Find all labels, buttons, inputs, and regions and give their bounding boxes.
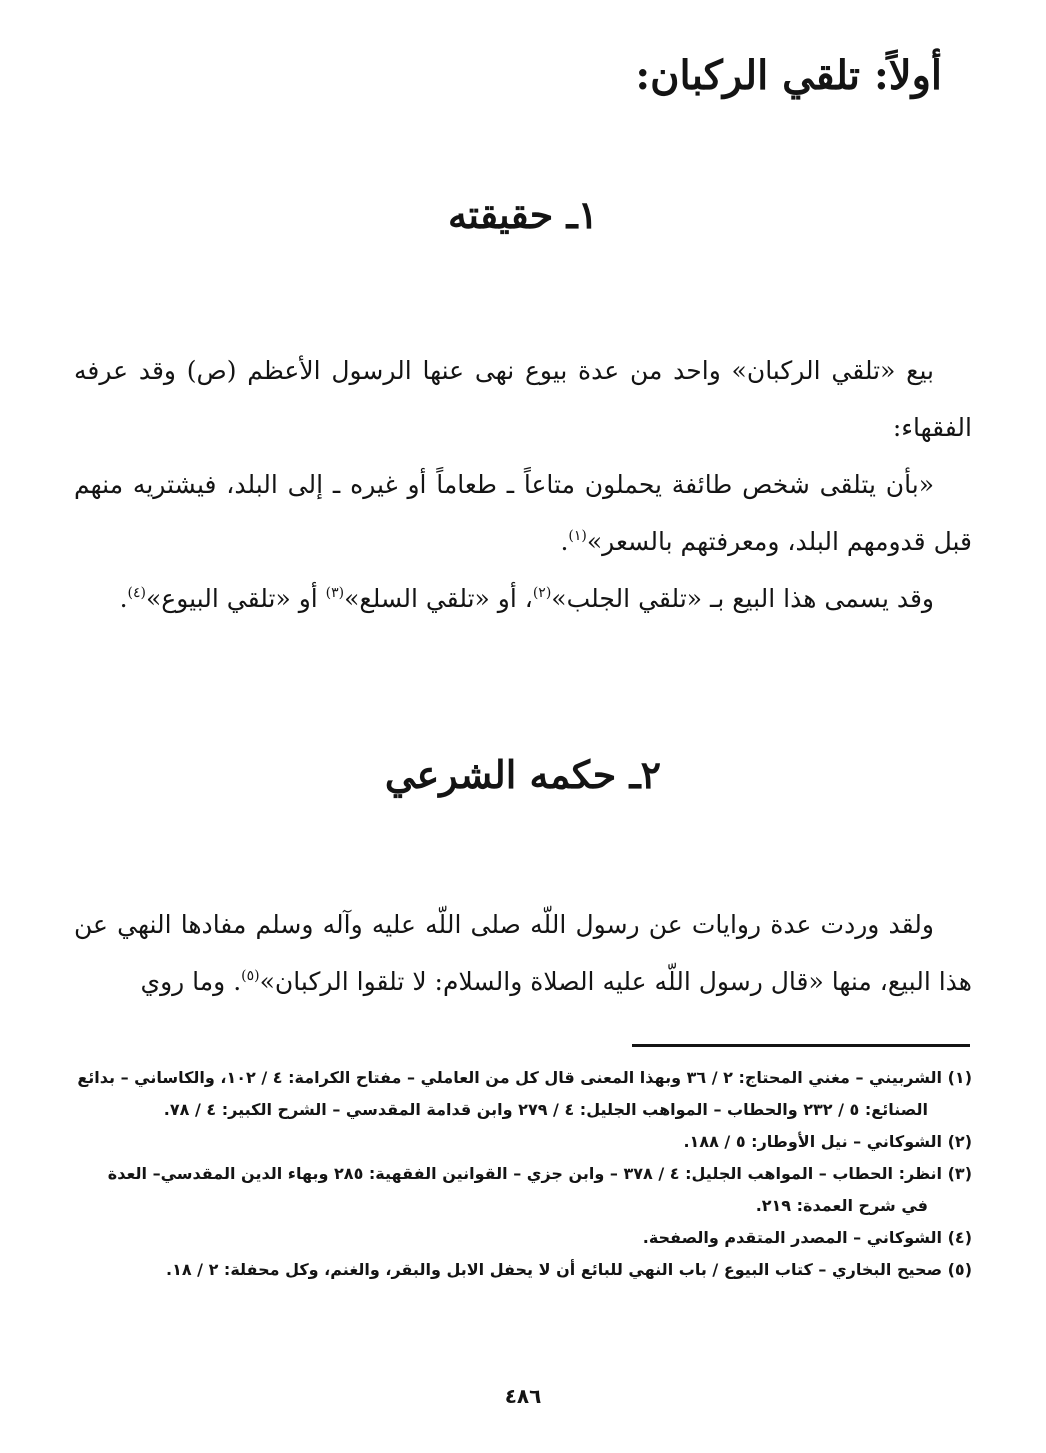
section-heading-ruling: ٢ـ حكمه الشرعي — [384, 752, 662, 797]
footnote-ref[interactable]: (١) — [568, 528, 587, 544]
footnotes-list — [76, 1062, 972, 1286]
paragraph — [74, 342, 972, 456]
paragraph-text: . — [119, 584, 128, 613]
paragraph-text: وقد يسمى هذا البيع بـ «تلقي الجلب» — [551, 584, 934, 613]
definition-body — [74, 342, 972, 627]
paragraph-text: ، أو «تلقي السلع» — [344, 584, 533, 613]
footnote-item: (٥) صحيح البخاري – كتاب البيوع / باب النهي للبائع أن لا يحفل الابل والبقر، والغنم، وكل محفلة: ٢ / ١٨. — [165, 1260, 972, 1279]
footnote-ref[interactable]: (٢) — [532, 585, 552, 601]
section-heading-definition: ١ـ حقيقته — [447, 192, 599, 237]
paragraph — [74, 456, 972, 570]
paragraph-text: . وما روي — [140, 967, 242, 996]
paragraph-text: بيع «تلقي الركبان» واحد من عدة بيوع نهى عنها الرسول الأعظم (ص) وقد عرفه الفقهاء: — [74, 356, 972, 442]
footnote-item: (٢) الشوكاني – نيل الأوطار: ٥ / ١٨٨. — [683, 1132, 972, 1151]
paragraph — [74, 896, 972, 1010]
footnote-ref[interactable]: (٤) — [127, 585, 147, 601]
footnote-ref[interactable]: (٣) — [325, 585, 345, 601]
page-title: أولاً: تلقي الركبان: — [635, 52, 942, 99]
footnote-item: (١) الشربيني – مغني المحتاج: ٢ / ٣٦ وبهذا المعنى قال كل من العاملي – مفتاح الكرامة: ٤ / ١٠٢، والكاساني – بدائع الصنائع: ٥ / ٢٣٢ والحطاب – المواهب الجليل: ٤ / ٢٧٩ وابن قدامة المقدسي – الشرح الكبير: ٤ / ٧٨. — [77, 1068, 972, 1119]
paragraph-text: ولقد وردت عدة روايات عن رسول اللّه صلى اللّه عليه وآله وسلم مفادها النهي عن هذا البيع، منها «قال رسول اللّه عليه الصلاة والسلام: لا تلقوا الركبان» — [74, 910, 972, 996]
paragraph-text: . — [560, 527, 569, 556]
footnote-ref[interactable]: (٥) — [241, 968, 260, 984]
paragraph-text: «بأن يتلقى شخص طائفة يحملون متاعاً ـ طعاماً أو غيره ـ إلى البلد، فيشتريه منهم قبل قدومهم البلد، ومعرفتهم بالسعر» — [74, 470, 972, 556]
footnote-divider — [632, 1044, 970, 1047]
footnote-item: (٣) انظر: الحطاب – المواهب الجليل: ٤ / ٣٧٨ – وابن جزي – القوانين الفقهية: ٢٨٥ وبهاء الدين المقدسي– العدة في شرح العمدة: ٢١٩. — [107, 1164, 972, 1215]
page-number: ٤٨٦ — [504, 1384, 542, 1408]
paragraph — [74, 570, 972, 627]
ruling-body — [74, 896, 972, 1010]
footnote-item: (٤) الشوكاني – المصدر المتقدم والصفحة. — [642, 1228, 972, 1247]
paragraph-text: أو «تلقي البيوع» — [146, 584, 326, 613]
